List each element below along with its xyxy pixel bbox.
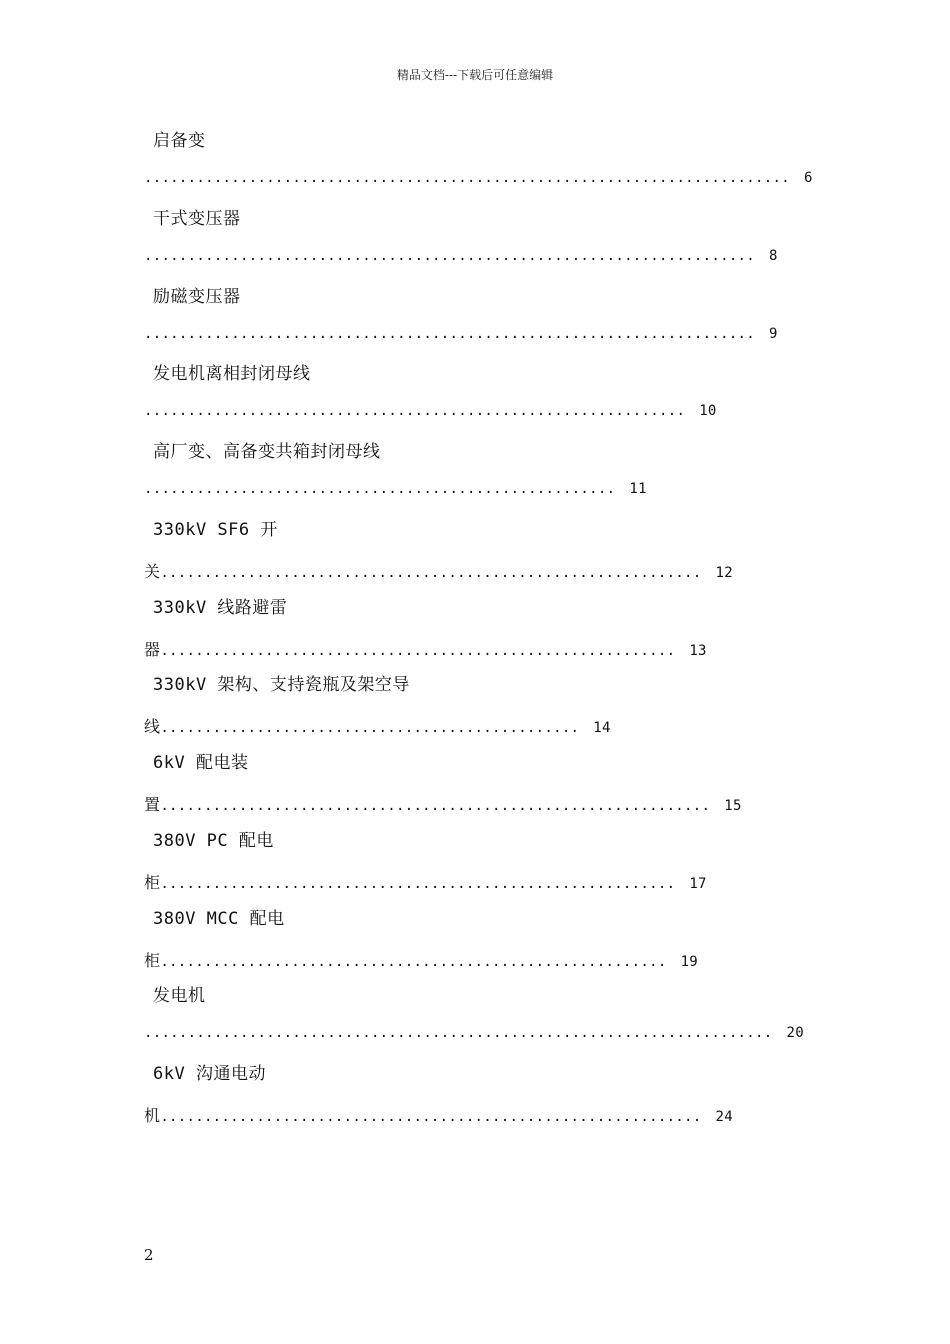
toc-entry-leader (144, 714, 611, 737)
dot-leader: ................................................ (160, 720, 580, 737)
toc-entry-page-number: 13 (689, 642, 707, 659)
toc-entry-title-continuation: 柜 (144, 950, 161, 970)
dot-leader: .............................................................. (160, 564, 702, 581)
toc-entry-title-continuation: 线 (144, 717, 161, 737)
toc-entry-title: 励磁变压器 (153, 286, 241, 307)
toc-entry-page-number: 24 (715, 1109, 733, 1125)
toc-entry-leader (144, 792, 742, 815)
dot-leader: ...................................................... (144, 481, 616, 497)
toc-entry-page-number: 8 (769, 247, 778, 264)
dot-leader: .............................................................. (144, 403, 686, 420)
dot-leader: .......................................................................... (144, 170, 790, 186)
toc-entry-title: 高厂变、高备变共箱封闭母线 (153, 442, 381, 462)
toc-entry-title-continuation: 机 (144, 1106, 161, 1125)
toc-entry-page-number: 15 (724, 798, 742, 814)
dot-leader: ........................................................... (160, 875, 676, 892)
toc-entry-title-continuation: 置 (144, 795, 161, 814)
toc-entry-title: 380V MCC 配电 (153, 908, 285, 929)
toc-entry-leader (144, 481, 647, 497)
toc-entry-title: 6kV 配电装 (153, 753, 249, 773)
toc-entry-leader (144, 559, 733, 582)
toc-entry-leader (144, 170, 813, 186)
toc-entry-leader (144, 637, 707, 660)
dot-leader: .............................................................. (160, 1109, 702, 1125)
toc-entry-leader (144, 403, 717, 419)
toc-entry-title: 6kV 沟通电动 (153, 1064, 266, 1084)
toc-entry-title: 330kV 线路避雷 (153, 597, 288, 618)
dot-leader: ............................................................... (160, 798, 711, 814)
toc-entry-leader (144, 948, 698, 971)
toc-entry-title: 330kV SF6 开 (153, 519, 278, 540)
toc-entry-title-continuation: 柜 (144, 872, 161, 892)
toc-entry-leader (144, 870, 707, 893)
dot-leader: ........................................................................ (144, 1025, 773, 1042)
toc-entry-leader (144, 1025, 804, 1041)
toc-entry-title: 380V PC 配电 (153, 830, 274, 851)
toc-entry-page-number: 10 (699, 403, 717, 420)
toc-entry-page-number: 9 (769, 325, 778, 342)
toc-entry-page-number: 11 (629, 481, 647, 497)
dot-leader: ...................................................................... (144, 325, 756, 342)
toc-entry-title: 发电机 (153, 986, 206, 1007)
toc-entry-title: 干式变压器 (153, 208, 241, 229)
toc-entry-page-number: 17 (689, 875, 707, 892)
toc-entry-page-number: 6 (803, 170, 813, 186)
toc-entry-page-number: 19 (680, 953, 699, 970)
toc-entry-page-number: 20 (786, 1025, 804, 1042)
toc-entry-title: 发电机离相封闭母线 (153, 364, 311, 385)
dot-leader: ...................................................................... (144, 247, 756, 264)
toc-entry-leader (144, 248, 778, 264)
toc-entry-page-number: 12 (715, 564, 733, 581)
toc-entry-page-number: 14 (593, 720, 611, 737)
page-header: 精品文档---下载后可任意编辑 (396, 68, 554, 82)
page-number: 2 (144, 1246, 154, 1264)
toc-entry-title-continuation: 器 (144, 639, 161, 659)
toc-entry-title-continuation: 关 (144, 561, 161, 581)
toc-entry-leader (144, 1103, 733, 1126)
dot-leader: .......................................................... (160, 953, 667, 970)
dot-leader: ........................................................... (160, 642, 676, 659)
toc-entry-leader (144, 326, 778, 342)
toc-entry-title: 330kV 架构、支持瓷瓶及架空导 (153, 675, 410, 696)
toc-entry-title: 启备变 (153, 131, 206, 151)
